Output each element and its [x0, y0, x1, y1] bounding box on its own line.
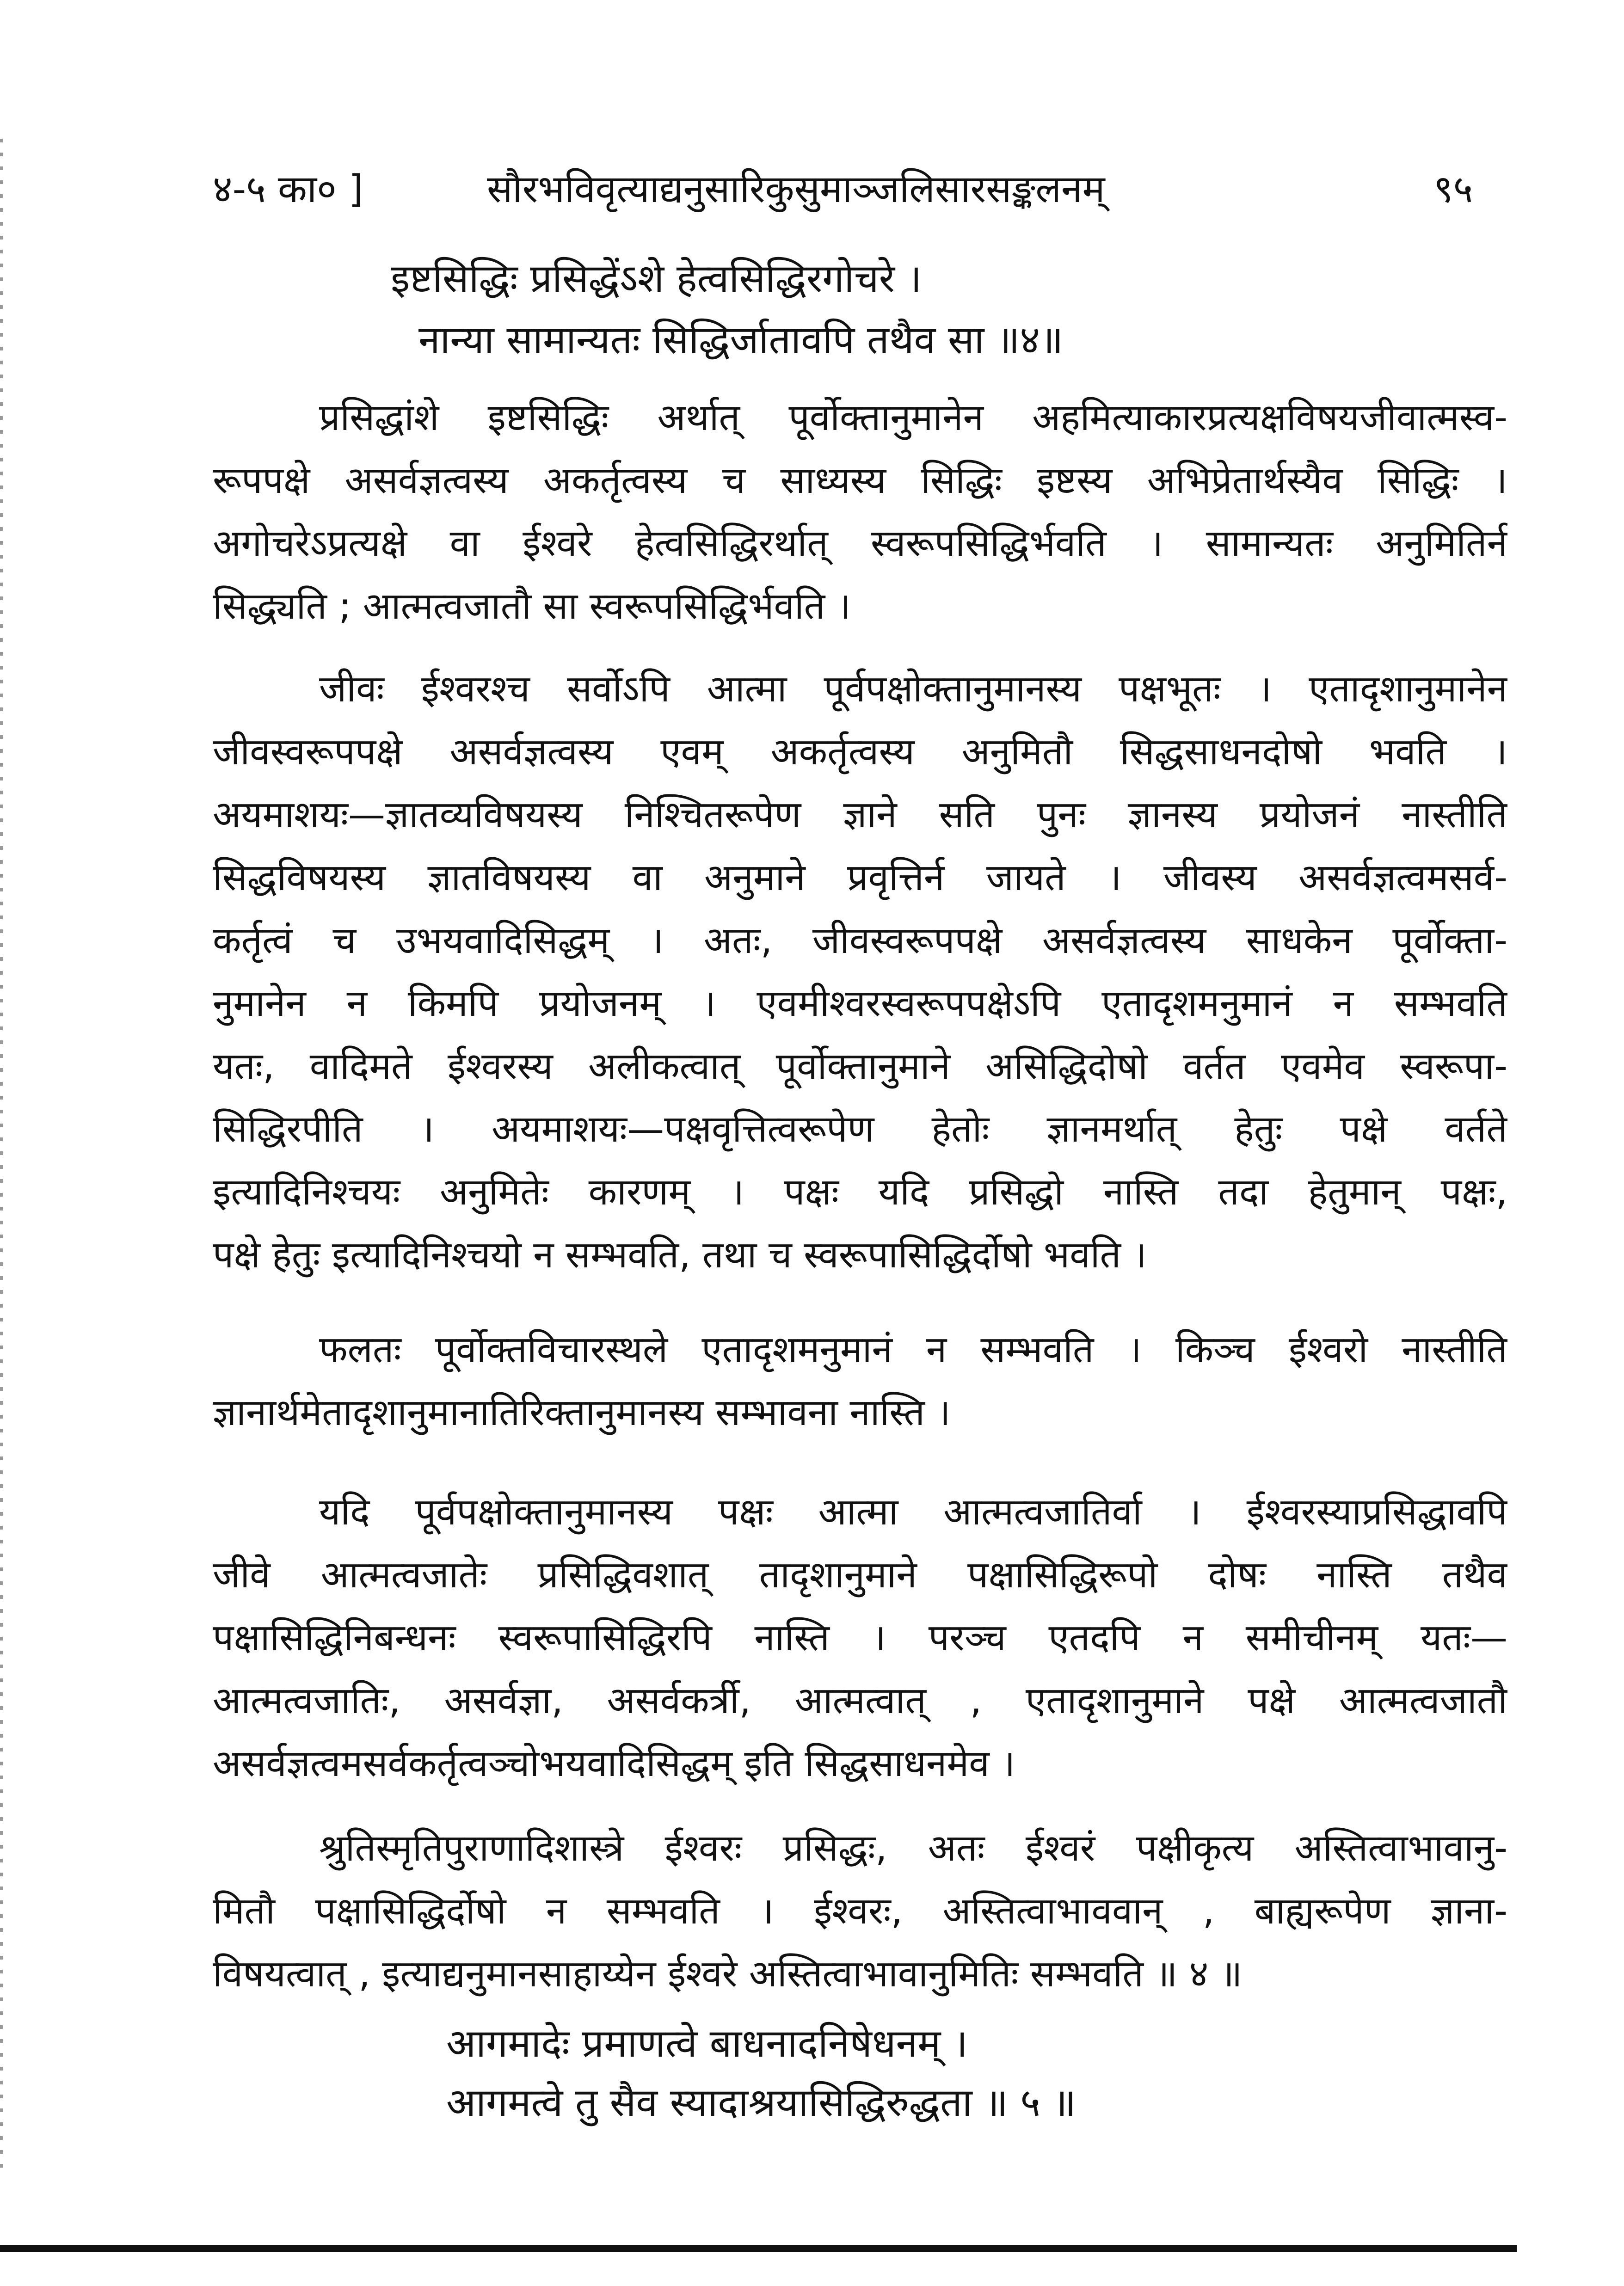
- text-line: असर्वज्ञत्वमसर्वकर्तृत्वञ्चोभयवादिसिद्धम् इति सिद्धसाधनमेव ।: [213, 1742, 1015, 1785]
- text-line: रूपपक्षे असर्वज्ञत्वस्य अकर्तृत्वस्य च साध्यस्य सिद्धिः इष्टस्य अभिप्रेतार्थस्यैव सिद्धिः ।: [213, 459, 1507, 502]
- text-line: विषयत्वात् , इत्याद्यनुमानसाहाय्येन ईश्वरे अस्तित्वाभावानुमितिः सम्भवति ॥ ४ ॥: [213, 1952, 1243, 1995]
- text-line: यदि पूर्वपक्षोक्तानुमानस्य पक्षः आत्मा आत्मत्वजातिर्वा । ईश्वरस्याप्रसिद्धावपि: [319, 1490, 1507, 1533]
- commentary-paragraph: [213, 1481, 1507, 1795]
- verse-4-line-2: नान्या सामान्यतः सिद्धिर्जातावपि तथैव सा ॥४॥: [418, 317, 1064, 363]
- text-line: यतः, वादिमते ईश्वरस्य अलीकत्वात् पूर्वोक्तानुमाने असिद्धिदोषो वर्तत एवमेव स्वरूपा-: [213, 1045, 1507, 1088]
- text-line: इत्यादिनिश्चयः अनुमितेः कारणम् । पक्षः यदि प्रसिद्धो नास्ति तदा हेतुमान् पक्षः,: [213, 1170, 1507, 1213]
- text-line: पक्षासिद्धिनिबन्धनः स्वरूपासिद्धिरपि नास्ति । परञ्च एतदपि न समीचीनम् यतः—: [213, 1616, 1507, 1659]
- text-line: सिद्धिरपीति । अयमाशयः—पक्षवृत्तित्वरूपेण हेतोः ज्ञानमर्थात् हेतुः पक्षे वर्तते: [213, 1107, 1507, 1150]
- commentary-paragraph: [213, 1817, 1507, 2005]
- text-line: जीवस्वरूपपक्षे असर्वज्ञत्वस्य एवम् अकर्तृत्वस्य अनुमितौ सिद्धसाधनदोषो भवति ।: [213, 730, 1507, 773]
- text-line: सिद्धविषयस्य ज्ञातविषयस्य वा अनुमाने प्रवृत्तिर्न जायते । जीवस्य असर्वज्ञत्वमसर्व-: [213, 856, 1507, 899]
- page-number: ९५: [1433, 167, 1473, 211]
- text-line: कर्तृत्वं च उभयवादिसिद्धम् । अतः, जीवस्वरूपपक्षे असर्वज्ञत्वस्य साधकेन पूर्वोक्ता-: [213, 919, 1507, 962]
- text-line: पक्षे हेतुः इत्यादिनिश्चयो न सम्भवति, तथा च स्वरूपासिद्धिर्दोषो भवति ।: [213, 1233, 1147, 1276]
- commentary-paragraph: [213, 1318, 1507, 1444]
- text-line: जीवः ईश्वरश्च सर्वोऽपि आत्मा पूर्वपक्षोक्तानुमानस्य पक्षभूतः । एतादृशानुमानेन: [319, 667, 1507, 710]
- running-head-title: सौरभविवृत्याद्यनुसारिकुसुमाञ्जलिसारसङ्कलनम्: [487, 167, 1105, 211]
- commentary-paragraph: [213, 658, 1507, 1286]
- text-line: सिद्ध्यति ; आत्मत्वजातौ सा स्वरूपसिद्धिर्भवति ।: [213, 584, 851, 627]
- verse-5-line-2: आगमत्वे तु सैव स्यादाश्रयासिद्धिरुद्धता ॥ ५ ॥: [446, 2080, 1077, 2125]
- text-line: नुमानेन न किमपि प्रयोजनम् । एवमीश्वरस्वरूपपक्षेऽपि एतादृशमनुमानं न सम्भवति: [213, 982, 1507, 1025]
- running-head-section: ४-५ का० ]: [213, 167, 363, 211]
- text-line: जीवे आत्मत्वजातेः प्रसिद्धिवशात् तादृशानुमाने पक्षासिद्धिरूपो दोषः नास्ति तथैव: [213, 1553, 1507, 1596]
- verse-5-line-1: आगमादेः प्रमाणत्वे बाधनादनिषेधनम् ।: [446, 2021, 968, 2066]
- text-line: श्रुतिस्मृतिपुराणादिशास्त्रे ईश्वरः प्रसिद्धः, अतः ईश्वरं पक्षीकृत्य अस्तित्वाभावानु-: [319, 1826, 1507, 1869]
- bottom-rule: [0, 2245, 1517, 2252]
- text-line: अगोचरेऽप्रत्यक्षे वा ईश्वरे हेत्वसिद्धिरर्थात् स्वरूपसिद्धिर्भवति । सामान्यतः अनुमितिर्न: [213, 522, 1507, 565]
- text-line: प्रसिद्धांशे इष्टसिद्धिः अर्थात् पूर्वोक्तानुमानेन अहमित्याकारप्रत्यक्षविषयजीवात्मस्व-: [319, 396, 1507, 439]
- text-line: फलतः पूर्वोक्तविचारस्थले एतादृशमनुमानं न सम्भवति । किञ्च ईश्वरो नास्तीति: [319, 1328, 1507, 1371]
- text-line: मितौ पक्षासिद्धिर्दोषो न सम्भवति । ईश्वरः, अस्तित्वाभाववान् , बाह्यरूपेण ज्ञाना-: [213, 1889, 1507, 1932]
- text-line: अयमाशयः—ज्ञातव्यविषयस्य निश्चितरूपेण ज्ञाने सति पुनः ज्ञानस्य प्रयोजनं नास्तीति: [213, 793, 1507, 836]
- text-line: ज्ञानार्थमेतादृशानुमानातिरिक्तानुमानस्य सम्भावना नास्ति ।: [213, 1391, 951, 1434]
- scan-page-edge: [0, 139, 3, 2173]
- verse-4-line-1: इष्टसिद्धिः प्रसिद्धेंऽशे हेत्वसिद्धिरगोचरे ।: [391, 256, 922, 301]
- commentary-paragraph: [213, 386, 1507, 638]
- text-line: आत्मत्वजातिः, असर्वज्ञा, असर्वकर्त्री, आत्मत्वात् , एतादृशानुमाने पक्षे आत्मत्वजातौ: [213, 1679, 1507, 1722]
